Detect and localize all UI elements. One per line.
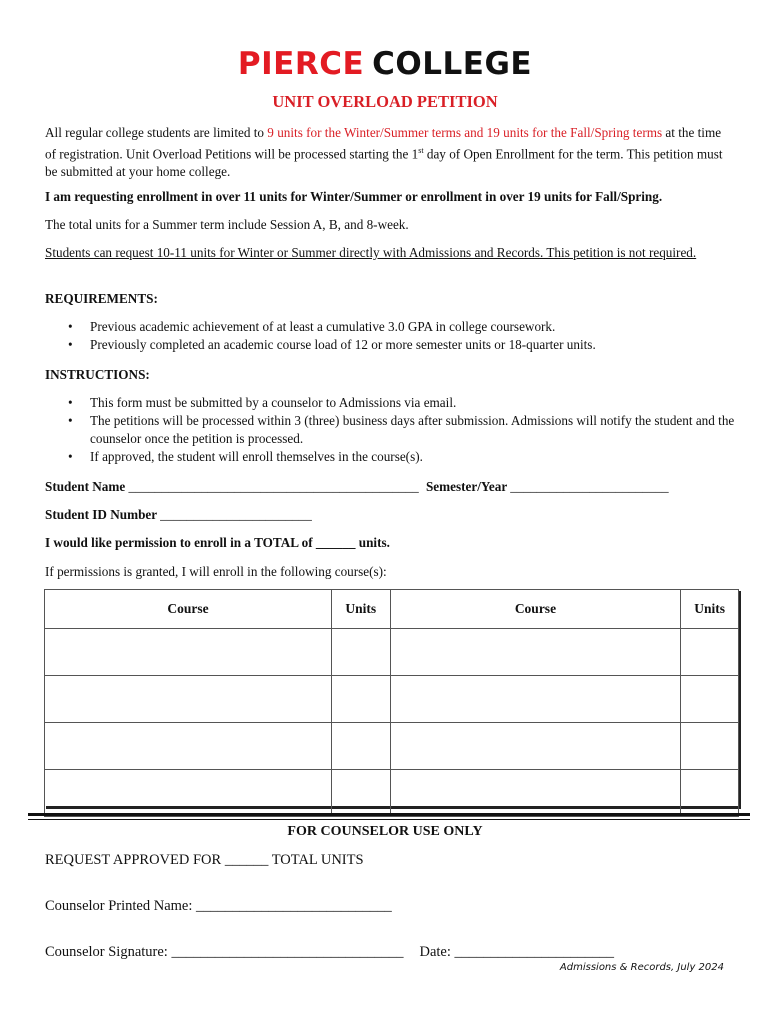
requirements-list-wrapper [45, 318, 735, 354]
enroll-note: If permissions is granted, I will enroll in the following course(s): [45, 564, 387, 579]
intro-unit-limits: 9 units for the Winter/Summer terms and 19 units for the Fall/Spring terms [267, 125, 663, 140]
requirements-list [45, 318, 735, 354]
requirement-item: • Previous academic achievement of at least a cumulative 3.0 GPA in college coursework. [90, 318, 735, 336]
logo-word-pierce: PIERCE [237, 46, 365, 82]
total-units-field[interactable]: ______ [315, 535, 356, 550]
instruction-item: • If approved, the student will enroll themselves in the course(s). [90, 448, 735, 466]
units-cell[interactable] [681, 723, 739, 770]
footer-revision-note: Admissions & Records, July 2024 [559, 962, 724, 973]
column-header-course: Course [390, 590, 681, 629]
approved-units-field[interactable]: ______ [224, 852, 269, 868]
course-cell[interactable] [45, 723, 332, 770]
signature-label: Counselor Signature: [45, 944, 172, 960]
intro-text-1: All regular college students are limited to [45, 125, 268, 140]
course-table-header [45, 590, 739, 629]
intro-text-2: at the time of registration. Unit Overload Petitions will be processed starting the 1 [45, 125, 722, 162]
student-id-field[interactable]: _______________________ [160, 507, 312, 522]
counselor-printed-name-row [45, 898, 392, 915]
student-id-row [45, 506, 735, 524]
units-cell[interactable] [681, 770, 739, 817]
units-cell[interactable] [681, 676, 739, 723]
student-name-row [45, 478, 735, 496]
approved-units-row [45, 852, 364, 869]
instructions-list [45, 394, 735, 466]
student-id-label: Student ID Number [45, 507, 157, 522]
total-units-text-before: I would like permission to enroll in a TOTAL of [45, 535, 316, 550]
requirements-heading: REQUIREMENTS: [45, 291, 158, 306]
units-cell[interactable] [331, 723, 390, 770]
column-header-units: Units [331, 590, 390, 629]
page-title: UNIT OVERLOAD PETITION [272, 92, 498, 111]
course-cell[interactable] [45, 770, 332, 817]
direct-request-note: Students can request 10-11 units for Winter or Summer directly with Admissions and Records. This petition is not required. [45, 245, 697, 260]
intro-paragraph [45, 124, 735, 181]
requirement-item: • Previously completed an academic course load of 12 or more semester units or 18-quarter units. [90, 336, 735, 354]
student-name-field[interactable]: ____________________________________________ [128, 479, 419, 494]
approved-text-after: TOTAL UNITS [268, 852, 364, 868]
counselor-signature-row [45, 944, 614, 961]
section-divider-thin [28, 819, 750, 820]
table-row [45, 676, 739, 723]
instruction-item: • This form must be submitted by a counselor to Admissions via email. [90, 394, 735, 412]
table-shadow-right [739, 591, 741, 808]
summer-note: The total units for a Summer term include Session A, B, and 8-week. [45, 217, 409, 232]
instructions-heading: INSTRUCTIONS: [45, 367, 150, 382]
approved-text-before: REQUEST APPROVED FOR [45, 852, 225, 868]
logo-word-college: COLLEGE [372, 46, 533, 82]
section-divider-thick [28, 813, 750, 816]
printed-name-label: Counselor Printed Name: [45, 898, 197, 914]
total-units-row [45, 534, 735, 552]
column-header-units: Units [681, 590, 739, 629]
counselor-section-heading: FOR COUNSELOR USE ONLY [287, 824, 483, 839]
total-units-text-after: units. [355, 535, 390, 550]
units-cell[interactable] [681, 629, 739, 676]
date-label: Date: [419, 944, 455, 960]
course-cell[interactable] [390, 723, 681, 770]
course-cell[interactable] [390, 676, 681, 723]
course-cell[interactable] [390, 629, 681, 676]
table-row [45, 770, 739, 817]
request-statement: I am requesting enrollment in over 11 units for Winter/Summer or enrollment in over 19 units for Fall/Spring. [45, 189, 663, 204]
signature-field[interactable]: ________________________________ [171, 944, 404, 960]
semester-year-field[interactable]: ________________________ [510, 479, 669, 494]
course-cell[interactable] [390, 770, 681, 817]
course-table [44, 589, 739, 817]
column-header-course: Course [45, 590, 332, 629]
units-cell[interactable] [331, 676, 390, 723]
units-cell[interactable] [331, 770, 390, 817]
printed-name-field[interactable]: ___________________________ [196, 898, 392, 914]
table-row [45, 723, 739, 770]
instructions-list-wrapper [45, 394, 735, 466]
table-row [45, 629, 739, 676]
instruction-item: • The petitions will be processed within 3 (three) business days after submission. Admissions will notify the student and the counselor once the petition is processed. [90, 412, 735, 448]
intro-superscript: st [418, 146, 424, 155]
course-cell[interactable] [45, 629, 332, 676]
pierce-college-logo [0, 44, 770, 84]
course-cell[interactable] [45, 676, 332, 723]
units-cell[interactable] [331, 629, 390, 676]
date-field[interactable]: ______________________ [454, 944, 614, 960]
intro-text-3: day of Open Enrollment for the term. This petition must be submitted at your home college. [45, 146, 723, 180]
student-name-label: Student Name [45, 479, 126, 494]
semester-year-label: Semester/Year [425, 479, 507, 494]
